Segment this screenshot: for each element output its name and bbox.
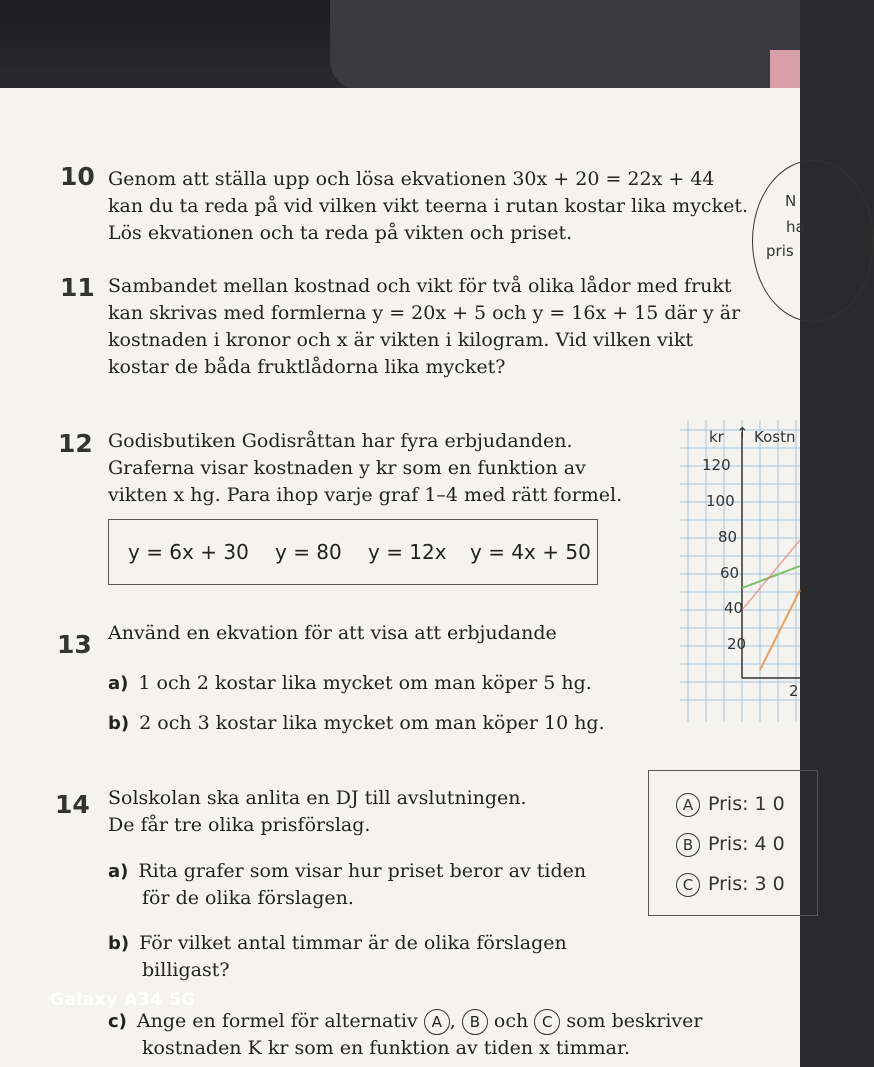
background-corner	[770, 50, 800, 90]
problem-13-number: 13	[57, 630, 92, 659]
problem-14-b	[108, 930, 567, 984]
circle-a-icon: A	[676, 793, 700, 817]
problem-14-b-label: b)	[108, 933, 130, 954]
problem-10-line-1: Genom att ställa upp och lösa ekvationen 30x + 20 = 22x + 44	[108, 168, 715, 190]
tick-60: 60	[720, 564, 740, 582]
camera-watermark: Galaxy A34 5G	[50, 990, 196, 1010]
problem-13-b-label: b)	[108, 713, 130, 734]
problem-12-line-2: Graferna visar kostnaden y kr som en funktion av	[108, 457, 586, 479]
problem-14-line-2: De får tre olika prisförslag.	[108, 814, 371, 836]
alternative-a-text: Pris: 1 0	[708, 793, 785, 815]
graph-line-red	[742, 540, 800, 610]
problem-14-c-tail: som beskriver	[566, 1010, 703, 1032]
graph-line-orange	[760, 590, 800, 670]
problem-10-line-2: kan du ta reda på vid vilken vikt teerna i rutan kostar lika mycket.	[108, 195, 749, 217]
problem-14-b-text: För vilket antal timmar är de olika förslagen	[139, 932, 567, 954]
problem-14-c	[108, 1008, 702, 1062]
x-tick-2: 2	[789, 682, 799, 700]
problem-12-line-1: Godisbutiken Godisråttan har fyra erbjudanden.	[108, 430, 573, 452]
problem-13-a-label: a)	[108, 673, 129, 694]
problem-13-line-1: Använd en ekvation för att visa att erbjudande	[108, 622, 557, 644]
side-circle-text-3: pris	[766, 242, 794, 260]
problem-14-number: 14	[55, 790, 90, 819]
separator-comma: ,	[449, 1010, 456, 1032]
problem-11-line-2: kan skrivas med formlerna y = 20x + 5 och y = 16x + 15 där y är	[108, 302, 741, 324]
problem-10-line-3: Lös ekvationen och ta reda på vikten och priset.	[108, 222, 573, 244]
problem-14-a-text: Rita grafer som visar hur priset beror av tiden	[138, 860, 587, 882]
tick-80: 80	[718, 528, 738, 546]
problem-14-a-text-2: för de olika förslagen.	[142, 887, 354, 909]
problem-13-a-text: 1 och 2 kostar lika mycket om man köper 5 hg.	[138, 672, 592, 694]
formula-3: y = 12x	[368, 540, 447, 564]
alternative-c-text: Pris: 3 0	[708, 873, 785, 895]
problem-12-line-3: vikten x hg. Para ihop varje graf 1–4 med rätt formel.	[108, 484, 623, 506]
circle-b-icon: B	[676, 833, 700, 857]
side-info-circle	[752, 160, 874, 322]
side-circle-text-2: ha	[786, 218, 805, 236]
tick-20: 20	[727, 635, 747, 653]
problem-12-text	[108, 428, 622, 509]
problem-11-line-4: kostar de båda fruktlådorna lika mycket?	[108, 356, 506, 378]
graph-y-axis-label: kr	[709, 428, 724, 446]
tick-100: 100	[706, 492, 735, 510]
background-object	[330, 0, 800, 90]
graph-line-green	[742, 566, 800, 588]
formula-4: y = 4x + 50	[470, 540, 591, 564]
problem-14-line-1: Solskolan ska anlita en DJ till avslutningen.	[108, 787, 527, 809]
alternative-c	[676, 873, 785, 897]
problem-13-b-text: 2 och 3 kostar lika mycket om man köper 10 hg.	[139, 712, 605, 734]
alternative-b	[676, 833, 785, 857]
formula-2: y = 80	[275, 540, 342, 564]
problem-14-a-label: a)	[108, 861, 129, 882]
problem-11-number: 11	[60, 273, 95, 302]
problem-14-text	[108, 785, 527, 839]
alternative-b-text: Pris: 4 0	[708, 833, 785, 855]
problem-14-c-label: c)	[108, 1011, 127, 1032]
problem-11-line-3: kostnaden i kronor och x är vikten i kilogram. Vid vilken vikt	[108, 329, 694, 351]
alternative-c-icon: C	[534, 1009, 560, 1035]
problem-13-b	[108, 712, 605, 734]
problem-14-a	[108, 858, 586, 912]
cost-graph	[680, 420, 800, 722]
alternative-a	[676, 793, 785, 817]
formula-1: y = 6x + 30	[128, 540, 249, 564]
graph-header: Kostn	[754, 428, 796, 446]
problem-10-number: 10	[60, 162, 95, 191]
problem-11-line-1: Sambandet mellan kostnad och vikt för två olika lådor med frukt	[108, 275, 732, 297]
tick-40: 40	[724, 599, 744, 617]
alternative-a-icon: A	[424, 1009, 450, 1035]
problem-14-c-text: Ange en formel för alternativ	[136, 1010, 418, 1032]
side-circle-text-1: N	[785, 192, 797, 210]
problem-14-b-text-2: billigast?	[142, 959, 230, 981]
graph-arrow-icon: ↑	[736, 424, 749, 442]
tick-120: 120	[702, 456, 731, 474]
circle-c-icon: C	[676, 873, 700, 897]
conjunction-och: och	[493, 1010, 529, 1032]
problem-12-number: 12	[58, 429, 93, 458]
alternative-b-icon: B	[462, 1009, 488, 1035]
problem-11-text	[108, 273, 740, 381]
problem-14-c-text-2: kostnaden K kr som en funktion av tiden x timmar.	[142, 1037, 631, 1059]
problem-13-a	[108, 672, 592, 694]
problem-10-text	[108, 166, 748, 247]
